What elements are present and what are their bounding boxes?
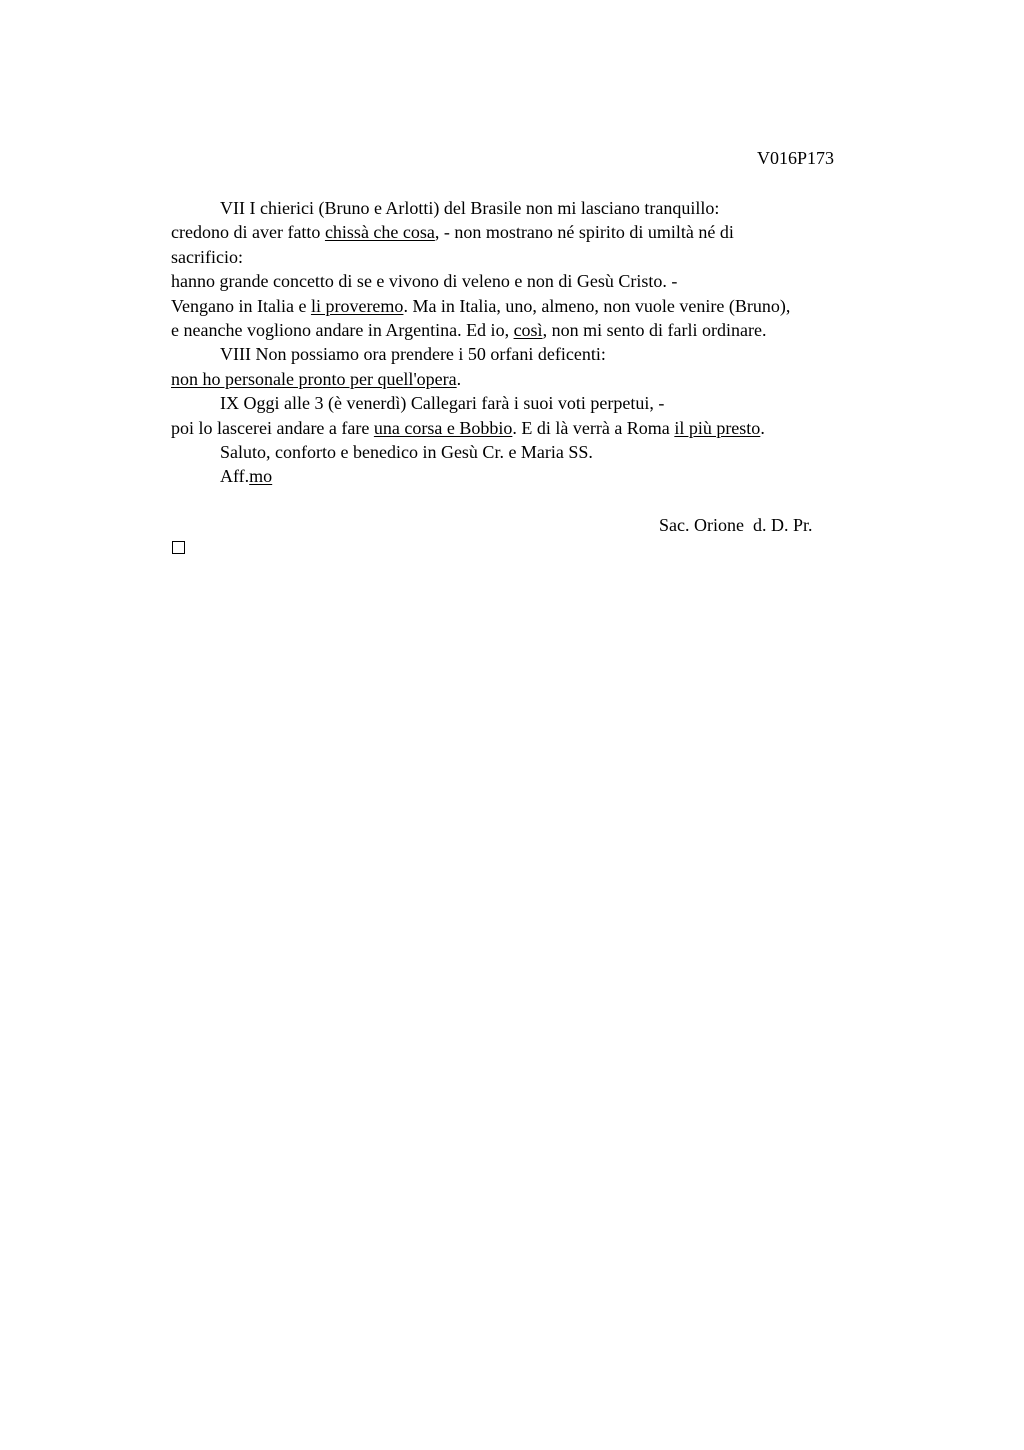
letter-line — [171, 196, 901, 220]
letter-line — [171, 269, 901, 293]
text-run: sacrificio: — [171, 246, 243, 267]
text-run: . Ma in Italia, uno, almeno, non vuole venire (Bruno), — [403, 295, 791, 316]
underlined-text: li proveremo — [310, 295, 404, 316]
underlined-text: così — [513, 319, 543, 340]
letter-line — [171, 416, 901, 440]
text-run: . — [456, 368, 462, 389]
text-run: hanno grande concetto di se e vivono di veleno e non di Gesù Cristo. - — [171, 271, 678, 292]
text-run: Saluto, conforto e benedico in Gesù Cr. e Maria SS. — [220, 441, 593, 462]
text-run: VIII Non possiamo ora prendere i 50 orfani deficenti: — [220, 344, 606, 365]
signature: Sac. Orione d. D. Pr. — [659, 515, 813, 535]
letter-line — [171, 245, 901, 269]
text-run: , - non mostrano né spirito di umiltà né di — [434, 222, 734, 243]
letter-line — [171, 367, 901, 391]
text-run: credono di aver fatto — [171, 222, 325, 243]
letter-line — [171, 440, 901, 464]
underlined-text: mo — [249, 466, 273, 487]
letter-line — [171, 294, 901, 318]
page-reference-code: V016P173 — [757, 148, 835, 168]
letter-line — [171, 220, 901, 244]
letter-line — [171, 318, 901, 342]
underlined-text: una corsa e Bobbio — [373, 417, 513, 438]
letter-line — [171, 342, 901, 366]
letter-body — [171, 196, 901, 489]
text-run: poi lo lascerei andare a fare — [171, 417, 374, 438]
underlined-text: non ho personale pronto per quell'opera — [171, 368, 457, 389]
text-run: e neanche vogliono andare in Argentina. Ed io, — [171, 319, 514, 340]
text-run: . E di là verrà a Roma — [512, 417, 675, 438]
letter-line — [171, 464, 901, 488]
underlined-text: chissà che cosa — [324, 222, 435, 243]
text-run: Aff. — [220, 466, 250, 487]
text-run: , non mi sento di farli ordinare. — [542, 319, 767, 340]
text-run: IX Oggi alle 3 (è venerdì) Callegari farà i suoi voti perpetui, - — [220, 393, 665, 414]
text-run: VII I chierici (Bruno e Arlotti) del Brasile non mi lasciano tranquillo: — [220, 198, 720, 218]
letter-line — [171, 391, 901, 415]
text-run: . — [760, 417, 765, 438]
underlined-text: il più presto — [674, 417, 761, 438]
text-run: Vengano in Italia e — [171, 295, 311, 316]
end-marker-box-icon — [172, 541, 185, 554]
